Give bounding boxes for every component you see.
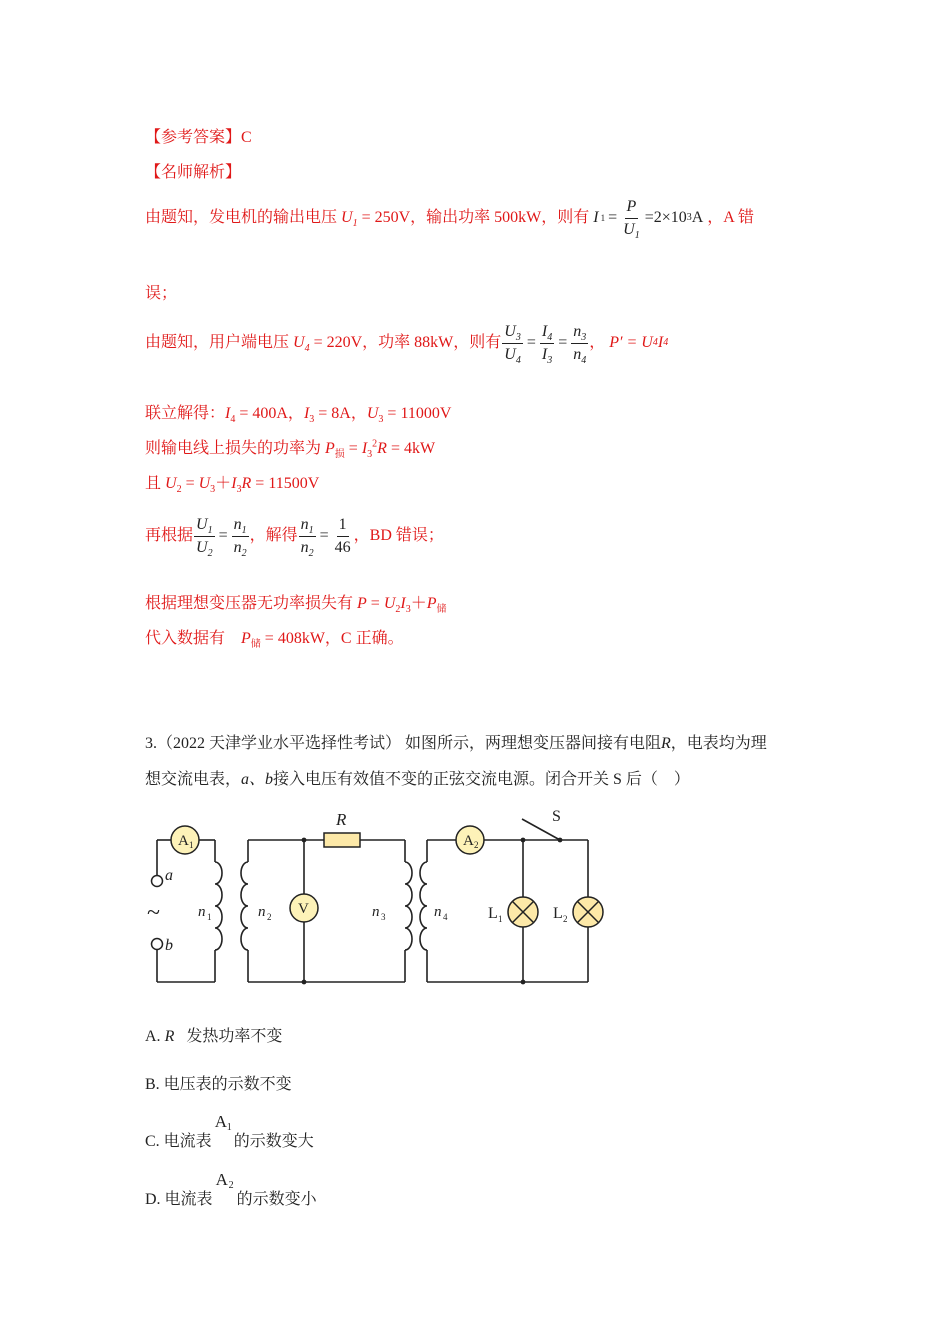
formula-ratio: $\frac{U_3}{U_4}$ = $\frac{I_4}{I_3}$ = $\frac{n_3}{n_4}$ [504, 322, 587, 366]
svg-text:1: 1 [498, 914, 503, 924]
svg-text:L: L [488, 905, 498, 922]
option-a[interactable]: A. R 发热功率不变 [145, 1028, 283, 1045]
svg-text:L: L [553, 905, 563, 922]
svg-text:A: A [463, 833, 474, 849]
svg-text:n: n [198, 904, 206, 920]
ammeter-a2-symbol: A 2 [215, 1170, 234, 1191]
svg-text:2: 2 [474, 840, 479, 850]
analysis-line-5: 则输电线上损失的功率为 $P_损 = I_3^2R = 4kW$ [145, 438, 436, 461]
svg-text:1: 1 [189, 840, 194, 850]
formula-u-ratio: $\frac{U_1}{U_2}$ = $\frac{n_1}{n_2}$ [196, 515, 247, 559]
terminal-a [152, 876, 163, 887]
svg-text:A: A [178, 833, 189, 849]
answer-label: 【参考答案】C [145, 129, 252, 146]
analysis-line-6: 且 $U_2 = U_3+I_3R = 11500V$ [145, 475, 320, 496]
analysis-line-2: 误； [145, 285, 178, 302]
svg-text:a: a [165, 867, 173, 884]
formula-i1: I 1 = $\frac{P}{U_1}$ =2×10 3 A [593, 197, 704, 241]
option-d[interactable]: D. 电流表 A 2 的示数变小 [145, 1170, 317, 1208]
ammeter-a1-symbol: A 1 [214, 1112, 232, 1133]
question-line-2: 想交流电表，a、b接入电压有效值不变的正弦交流电源。闭合开关 S 后（ ） [145, 771, 690, 788]
question-line-1: 3.（2022 天津学业水平选择性考试） 如图所示，两理想变压器间接有电阻R，电表均为理 [145, 735, 767, 752]
analysis-label: 【名师解析】 [145, 164, 242, 181]
svg-text:2: 2 [267, 912, 272, 922]
switch-s: S [552, 808, 561, 825]
circuit-diagram [140, 800, 620, 995]
svg-text:b: b [165, 937, 173, 954]
svg-text:3: 3 [381, 912, 386, 922]
analysis-line-1: 由题知，发电机的输出电压 $U_1$ = 250V ，输出功率 500kW，则有 I 1 = $\frac{P}{U_1}$ =2×10 3 A ，A 错 [145, 197, 754, 241]
analysis-line-7: 再根据 $\frac{U_1}{U_2}$ = $\frac{n_1}{n_2}$ ，解得 $\frac{n_1}{n_2}$ = $\frac{1}{46}$ ，BD 错误； [145, 515, 444, 559]
svg-text:4: 4 [443, 912, 448, 922]
svg-text:R: R [336, 810, 347, 829]
svg-text:n: n [258, 904, 266, 920]
svg-text:n: n [434, 904, 442, 920]
analysis-line-4: 联立解得：$I_4 = 400A$，$I_3 = 8A$，$U_3 = 11000V$ [145, 405, 452, 426]
svg-text:V: V [298, 901, 309, 917]
lamp-l1 [508, 897, 538, 927]
resistor-r [324, 833, 360, 847]
svg-text:2: 2 [563, 914, 568, 924]
analysis-line-3: 由题知，用户端电压 $U_4$ = 220V ，功率 88kW，则有 $\frac{U_3}{U_4}$ = $\frac{I_4}{I_3}$ = $\frac{n_3}{n_4}$ ， P′ = U 4 I 4 [145, 322, 669, 366]
terminal-b [152, 939, 163, 950]
option-b[interactable]: B. 电压表的示数不变 [145, 1076, 292, 1093]
ac-source-symbol: ~ [147, 900, 160, 926]
analysis-line-8: 根据理想变压器无功率损失有 $P = U_2I_3+P_储$ [145, 595, 447, 616]
lamp-l2 [573, 897, 603, 927]
analysis-line-9: 代入数据有 $P_储 = 408kW$，C 正确。 [145, 630, 404, 651]
svg-text:1: 1 [207, 912, 212, 922]
option-c[interactable]: C. 电流表 A 1 的示数变大 [145, 1112, 314, 1150]
svg-text:n: n [372, 904, 380, 920]
formula-n-ratio: $\frac{n_1}{n_2}$ = $\frac{1}{46}$ [300, 515, 351, 559]
